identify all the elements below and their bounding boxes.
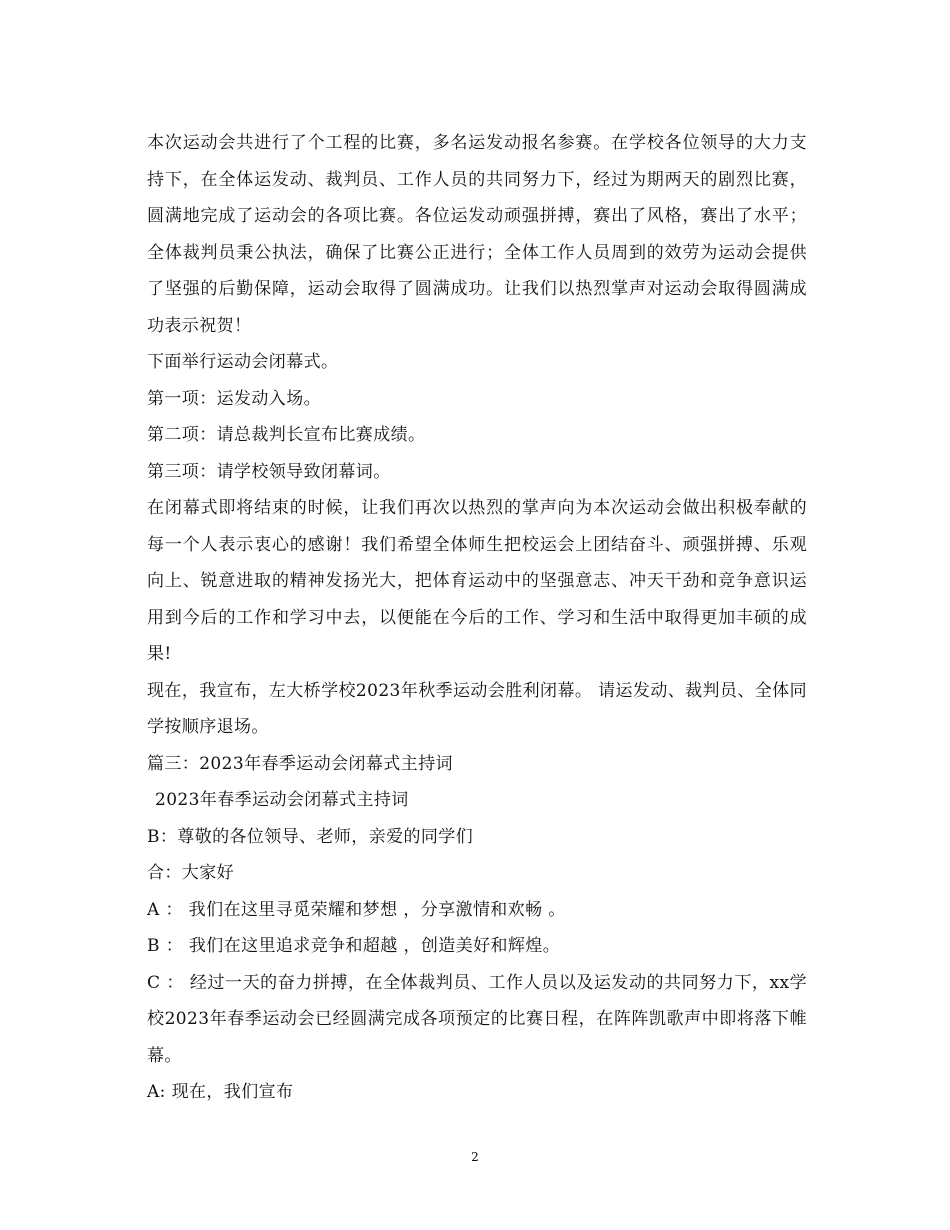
paragraph-closing-announcement: 下面举行运动会闭幕式。 (147, 352, 339, 372)
paragraph-item-2: 第二项：请总裁判长宣布比赛成绩。 (147, 425, 426, 445)
paragraph-summary: 本次运动会共进行了个工程的比赛，多名运发动报名参赛。在学校各位领导的大力支持下，在全体运发动、裁判员、工作人员的共同努力下，经过为期两天的剧烈比赛，圆满地完成了运动会的各项比赛。各位运发动顽强拼搏，赛出了风格，赛出了水平；全体裁判员秉公执法，确保了比赛公正进行；全体工作人员周到的效劳为运动会提供了坚强的后勤保障，运动会取得了圆满成功。让我们以热烈掌声对运动会取得圆满成功表示祝贺！ (147, 133, 807, 336)
page-number: 2 (471, 1150, 479, 1164)
paragraph-thanks: 在闭幕式即将结束的时候，让我们再次以热烈的掌声向为本次运动会做出积极奉献的每一个人表示衷心的感谢！我们希望全体师生把校运会上团结奋斗、顽强拼搏、乐观向上、锐意进取的精神发扬光大，把体育运动中的坚强意志、冲天干劲和竞争意识运用到今后的工作和学习中去，以便能在今后的工作、学习和生活中取得更加丰硕的成果! (147, 498, 807, 664)
dialogue-line-a-announce: A: 现在，我们宣布 (147, 1082, 294, 1102)
paragraph-item-3: 第三项：请学校领导致闭幕词。 (147, 461, 391, 482)
dialogue-line-c: C ： 经过一天的奋力拼搏，在全体裁判员、工作人员以及运发动的共同努力下，xx学校2023年春季运动会已经圆满完成各项预定的比赛日程，在阵阵凯歌声中即将落下帷幕。 (147, 972, 807, 1066)
dialogue-line-b-greeting: B：尊敬的各位领导、老师，亲爱的同学们 (147, 826, 474, 847)
paragraph-item-1: 第一项：运发动入场。 (147, 388, 321, 409)
paragraph-declaration: 现在，我宣布，左大桥学校2023年秋季运动会胜利闭幕。 请运发动、裁判员、全体同学按顺序退场。 (147, 680, 807, 737)
dialogue-line-b: B ： 我们在这里追求竞争和超越 ，创造美好和辉煌。 (147, 936, 561, 956)
document-body (147, 125, 807, 1111)
dialogue-line-a: A ： 我们在这里寻觅荣耀和梦想 ，分享激情和欢畅 。 (147, 899, 566, 920)
section-heading: 篇三：2023年春季运动会闭幕式主持词 (147, 753, 453, 774)
section-subtitle: 2023年春季运动会闭幕式主持词 (155, 790, 409, 810)
dialogue-line-together: 合：大家好 (147, 863, 234, 883)
